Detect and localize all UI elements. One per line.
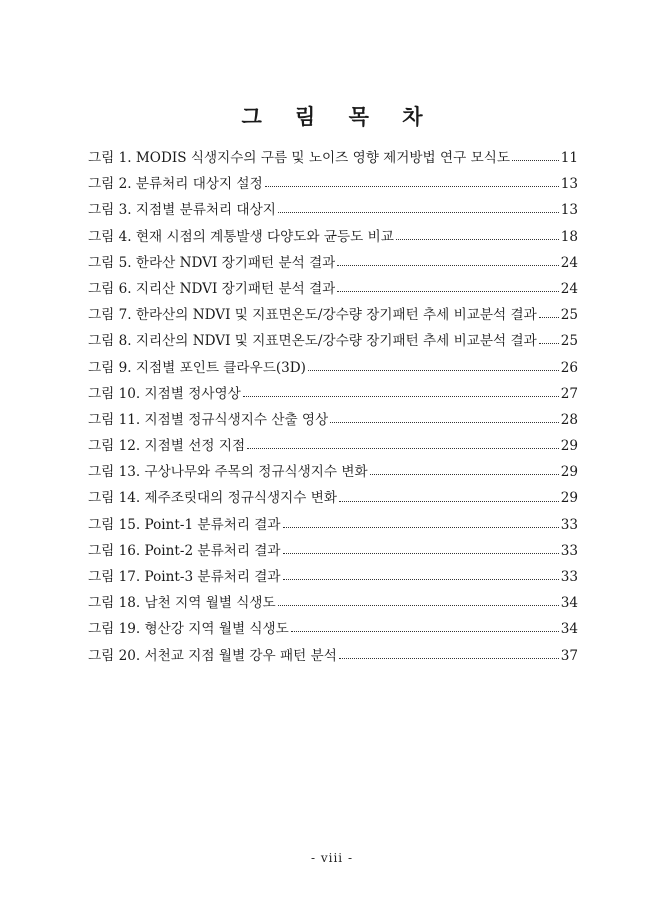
toc-entry-label: 그림 8. 지리산의 NDVI 및 지표면온도/강수량 장기패턴 추세 비교분석 결과: [88, 333, 537, 350]
dot-leader: [539, 316, 559, 318]
toc-entry-label: 그림 20. 서천교 지점 월별 강우 패턴 분석: [88, 647, 337, 664]
toc-entry-page-number: 24: [560, 254, 578, 271]
figure-table-of-contents: [88, 145, 578, 669]
page-title: 그 림 목 차: [241, 104, 436, 129]
dot-leader: [370, 473, 559, 475]
toc-entry[interactable]: [88, 512, 578, 538]
toc-entry-page-number: 11: [560, 150, 578, 166]
toc-entry[interactable]: [88, 616, 578, 642]
dot-leader: [396, 238, 559, 240]
dot-leader: [339, 500, 559, 502]
toc-entry-label: 그림 1. MODIS 식생지수의 구름 및 노이즈 영향 제거방법 연구 모식도: [88, 150, 510, 166]
toc-entry-page-number: 24: [560, 280, 578, 297]
dot-leader: [308, 369, 559, 371]
toc-entry-page-number: 13: [560, 176, 578, 193]
dot-leader: [512, 159, 559, 161]
toc-entry-page-number: 29: [560, 490, 578, 507]
toc-entry[interactable]: [88, 538, 578, 564]
dot-leader: [283, 552, 559, 554]
toc-entry[interactable]: [88, 224, 578, 250]
page-number-footer: - viii -: [310, 851, 354, 865]
toc-entry[interactable]: [88, 276, 578, 302]
toc-entry-label: 그림 16. Point-2 분류처리 결과: [88, 542, 281, 559]
toc-entry-page-number: 33: [560, 542, 578, 559]
toc-entry-label: 그림 18. 남천 지역 월별 식생도: [88, 595, 276, 612]
toc-entry-page-number: 34: [560, 595, 578, 612]
toc-entry-page-number: 33: [560, 569, 578, 585]
toc-entry-page-number: 28: [560, 411, 578, 428]
toc-entry-label: 그림 12. 지점별 선정 지점: [88, 438, 246, 455]
dot-leader: [278, 211, 559, 213]
toc-entry[interactable]: [88, 171, 578, 197]
toc-entry-label: 그림 9. 지점별 포인트 클라우드(3D): [88, 359, 306, 376]
toc-entry-page-number: 37: [560, 647, 578, 664]
toc-entry[interactable]: [88, 381, 578, 407]
dot-leader: [330, 421, 558, 423]
toc-entry[interactable]: [88, 433, 578, 459]
toc-entry-label: 그림 17. Point-3 분류처리 결과: [88, 569, 281, 585]
toc-entry[interactable]: [88, 145, 578, 171]
toc-entry[interactable]: [88, 355, 578, 381]
toc-entry-page-number: 29: [560, 464, 578, 481]
toc-entry-label: 그림 6. 지리산 NDVI 장기패턴 분석 결과: [88, 280, 336, 297]
dot-leader: [283, 578, 559, 580]
toc-entry[interactable]: [88, 564, 578, 590]
dot-leader: [291, 630, 559, 632]
dot-leader: [339, 657, 559, 659]
toc-entry-label: 그림 11. 지점별 정규식생지수 산출 영상: [88, 411, 329, 428]
toc-entry-page-number: 25: [560, 307, 578, 324]
toc-entry[interactable]: [88, 407, 578, 433]
toc-entry[interactable]: [88, 643, 578, 669]
toc-entry-page-number: 13: [560, 202, 578, 219]
dot-leader: [243, 395, 559, 397]
dot-leader: [265, 185, 559, 187]
toc-entry-page-number: 18: [560, 228, 578, 245]
toc-entry-page-number: 27: [560, 385, 578, 402]
toc-entry[interactable]: [88, 485, 578, 511]
dot-leader: [278, 604, 559, 606]
toc-entry[interactable]: [88, 302, 578, 328]
toc-entry-label: 그림 2. 분류처리 대상지 설정: [88, 176, 263, 193]
toc-entry-label: 그림 14. 제주조릿대의 정규식생지수 변화: [88, 490, 338, 507]
toc-entry-page-number: 34: [560, 621, 578, 638]
toc-entry-label: 그림 19. 형산강 지역 월별 식생도: [88, 621, 289, 638]
toc-entry[interactable]: [88, 250, 578, 276]
dot-leader: [337, 290, 558, 292]
toc-entry[interactable]: [88, 197, 578, 223]
dot-leader: [539, 342, 559, 344]
toc-entry-label: 그림 5. 한라산 NDVI 장기패턴 분석 결과: [88, 254, 336, 271]
toc-entry-page-number: 33: [560, 516, 578, 533]
toc-entry-label: 그림 13. 구상나무와 주목의 정규식생지수 변화: [88, 464, 368, 481]
toc-entry-label: 그림 15. Point-1 분류처리 결과: [88, 516, 281, 533]
toc-entry[interactable]: [88, 328, 578, 354]
toc-entry-page-number: 29: [560, 438, 578, 455]
toc-entry-label: 그림 10. 지점별 정사영상: [88, 385, 241, 402]
toc-entry-page-number: 25: [560, 333, 578, 350]
dot-leader: [337, 264, 558, 266]
toc-entry-page-number: 26: [560, 359, 578, 376]
dot-leader: [247, 447, 559, 449]
toc-entry-label: 그림 4. 현재 시점의 계통발생 다양도와 균등도 비교: [88, 228, 394, 245]
toc-entry-label: 그림 7. 한라산의 NDVI 및 지표면온도/강수량 장기패턴 추세 비교분석 결과: [88, 307, 537, 324]
toc-entry[interactable]: [88, 459, 578, 485]
toc-entry-label: 그림 3. 지점별 분류처리 대상지: [88, 202, 276, 219]
toc-entry[interactable]: [88, 590, 578, 616]
dot-leader: [283, 526, 559, 528]
